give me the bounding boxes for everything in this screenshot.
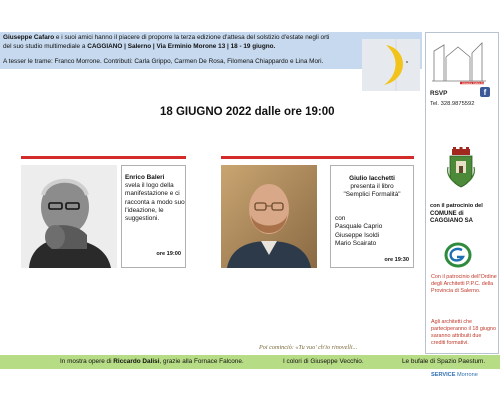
logo-caption: Giuseppe Cafaro Architetto — [462, 82, 491, 85]
event-date-heading: 18 GIUGNO 2022 dalle ore 19:00 — [160, 106, 335, 118]
speaker-name-right: Giulio Iacchetti — [349, 175, 395, 182]
footer-exhibition — [60, 358, 244, 365]
moon-illustration — [362, 39, 420, 91]
guest-item: Mario Scairato — [335, 240, 377, 248]
patronage-line-2: COMUNE di — [430, 210, 464, 217]
patronage-line-1: con il patrocinio del — [430, 203, 483, 209]
speaker-photo-right — [221, 165, 317, 268]
host-name: Giuseppe Cafaro — [3, 34, 55, 41]
contributors-line: A tesser le trame: Franco Morrone. Contributi: Carla Grippo, Carmen De Rosa, Filomena Chiappardo e Lina Mori. — [3, 58, 324, 65]
footer-exhibition-post: , grazie alla Fornace Falcone. — [159, 358, 244, 365]
footer-colors: I colori di Giuseppe Vecchio. — [283, 358, 364, 365]
speaker-subtitle-right: presenta il libro — [350, 183, 394, 191]
speaker-card-left — [121, 165, 186, 268]
crescent-moon-icon — [362, 39, 420, 91]
header-line-2-text: del suo studio multimediale a — [3, 43, 88, 50]
speaker-card-right — [330, 165, 414, 268]
venue-address: CAGGIANO | Salerno | Via Erminio Morone 13 | 18 - 19 giugno. — [87, 43, 276, 50]
footer-bufale: Le bufale di Spazio Paestum. — [402, 358, 486, 365]
footer-exhibition-pre: In mostra opere di — [60, 358, 114, 365]
architect-logo — [430, 37, 491, 87]
header-line-1 — [3, 33, 329, 42]
speaker-description-left: svela il logo della manifestazione e ci racconta a modo suo l'ideazione, le suggestioni. — [125, 182, 185, 223]
municipality-patronage — [430, 203, 483, 226]
header-line-2 — [3, 42, 275, 51]
service-credit — [431, 372, 478, 378]
speaker-card-left-text — [125, 174, 185, 223]
header-line-1-text: e i suoi amici hanno il piacere di proporre la terza edizione d'attesa del solstizio d'estate negli orti — [54, 34, 330, 41]
facebook-icon[interactable]: f — [480, 87, 490, 97]
guest-item: Pasquale Caprio — [335, 223, 383, 231]
patronage-line-3: CAGGIANO SA — [430, 218, 474, 224]
speaker-card-right-head — [333, 175, 411, 200]
quote: Poi cominciò: «Tu vuo' ch'io rinovelli... — [259, 344, 358, 351]
book-title: "Semplici Formalità" — [343, 191, 401, 199]
speaker-photo-left — [21, 165, 117, 268]
guest-list — [335, 215, 382, 249]
service-name: Morrone — [455, 372, 478, 378]
divider-left — [21, 156, 186, 159]
guest-item: Giuseppe Isoldi — [335, 231, 380, 239]
divider-right — [221, 156, 414, 159]
architects-order-logo-icon — [440, 242, 476, 268]
architects-patronage-text: Con il patrocinio dell'Ordine degli Architetti P.P.C. della Provincia di Salerno. — [431, 274, 497, 294]
footer-artist: Riccardo Dalisi — [113, 358, 160, 365]
phone-number[interactable]: Tel. 328.9875592 — [430, 101, 475, 107]
caggiano-crest-icon — [446, 147, 476, 189]
speaker-time-left: ore 19:00 — [156, 251, 181, 257]
footer-banner — [0, 355, 500, 369]
credits-text: Agli architetti che parteciperanno il 18 giugno saranno attribuiti due crediti formativi. — [431, 319, 497, 346]
speaker-time-right: ore 19:30 — [384, 257, 409, 263]
service-label: SERVICE — [431, 372, 456, 378]
guest-list-label: con — [335, 215, 346, 222]
speaker-name-left: Enrico Baleri — [125, 174, 165, 181]
header-banner — [0, 32, 422, 69]
rsvp-label: RSVP — [430, 90, 448, 97]
